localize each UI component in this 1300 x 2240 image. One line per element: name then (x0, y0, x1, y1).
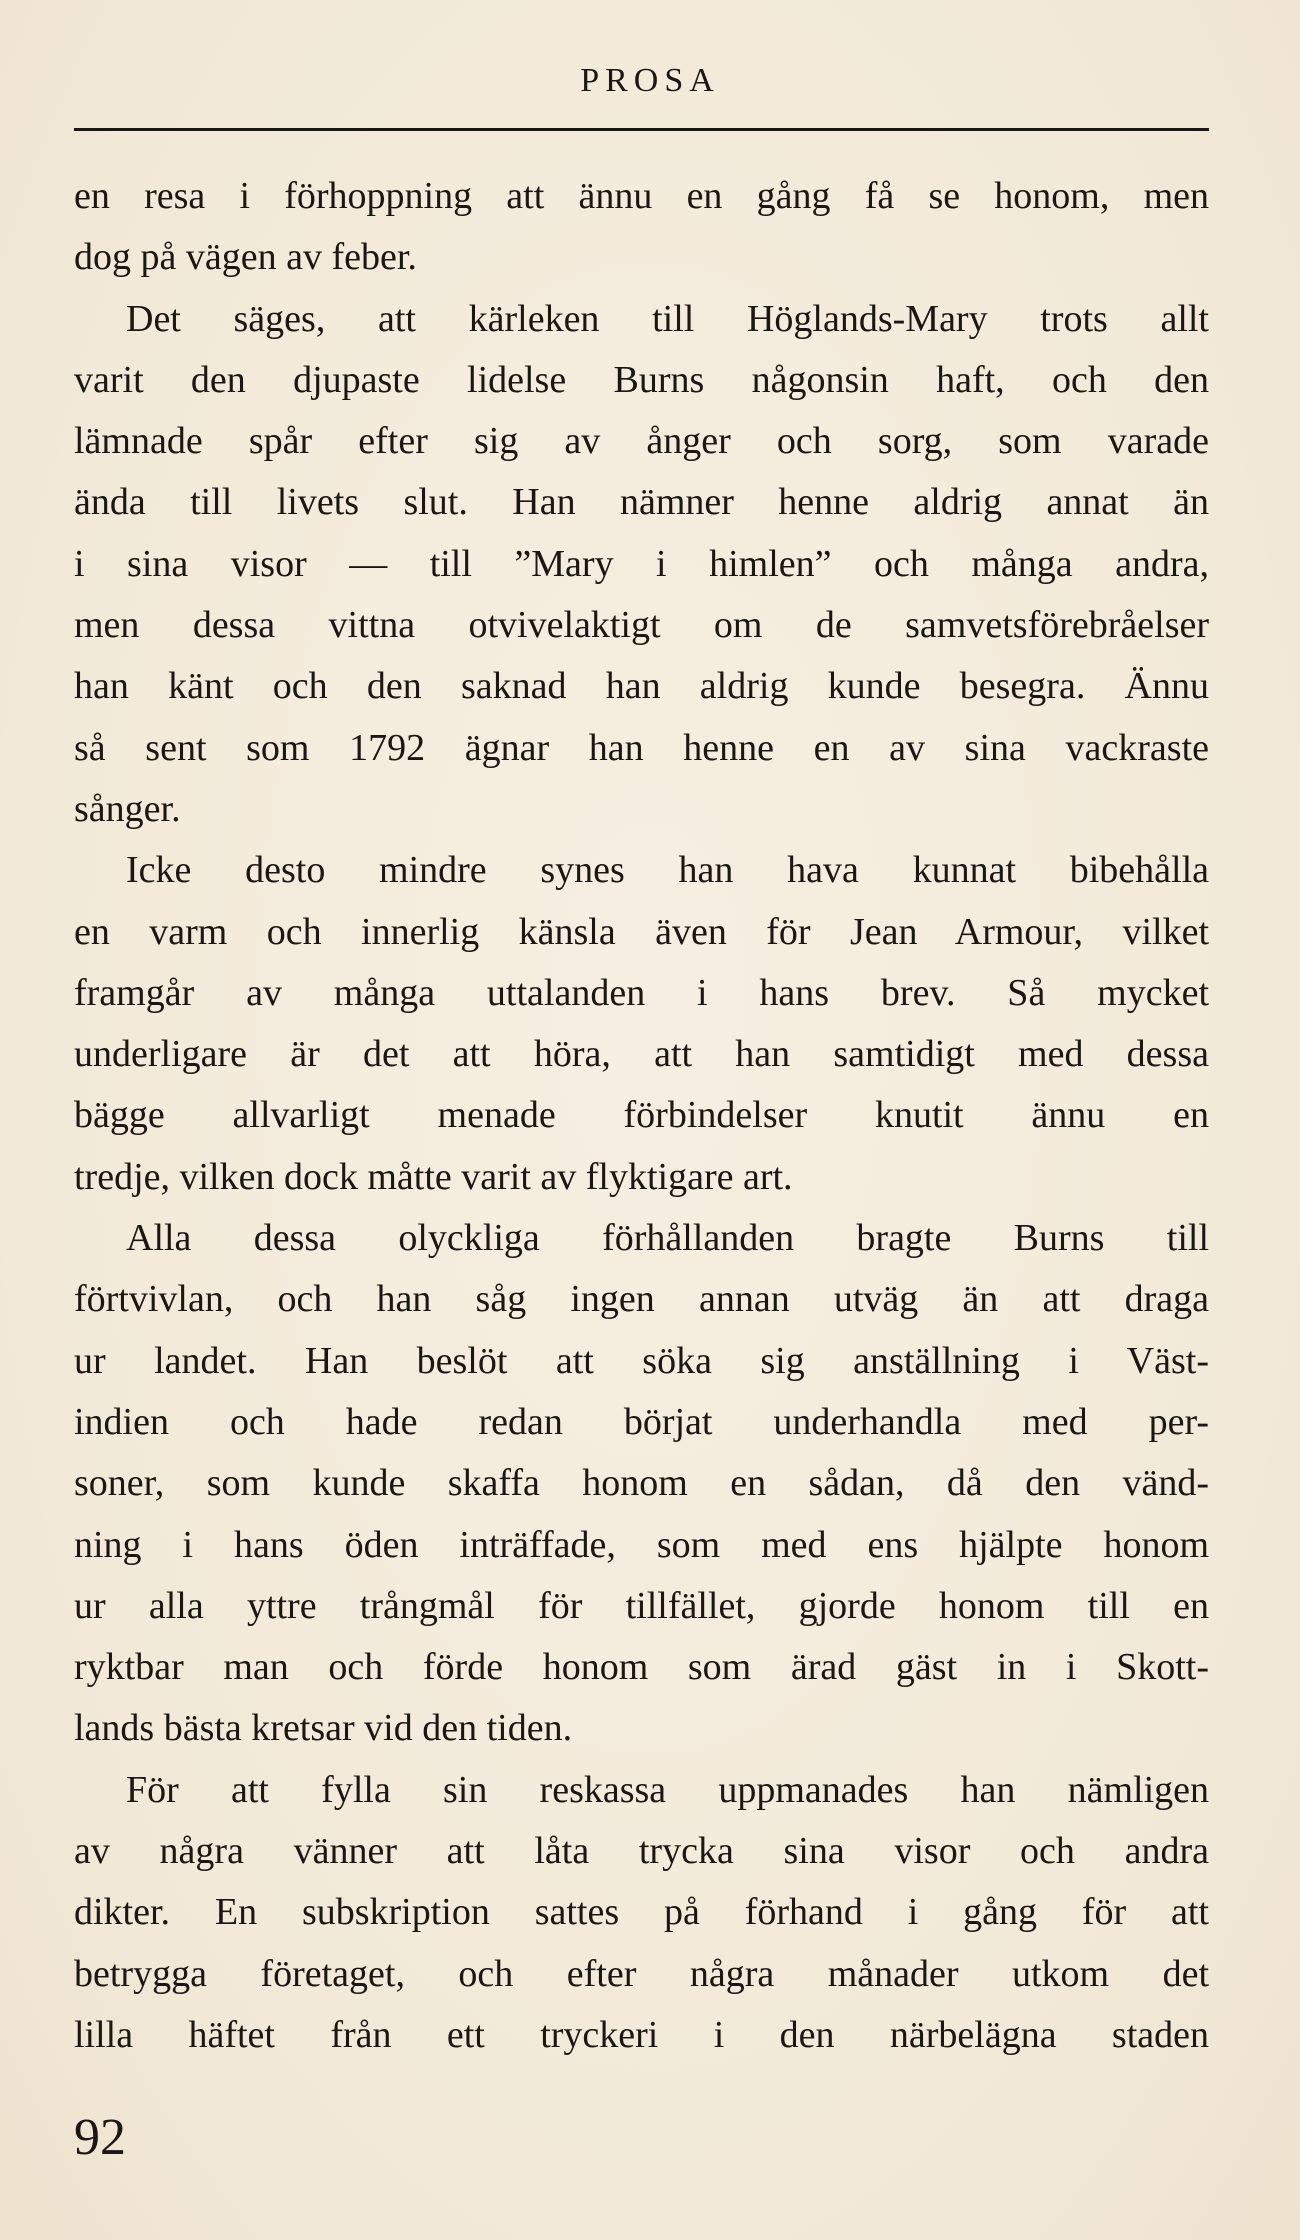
text-line: bägge allvarligt menade förbindelser knutit ännu en (74, 1094, 1209, 1137)
text-line: framgår av många uttalanden i hans brev. Så mycket (74, 971, 1209, 1014)
text-line: soner, som kunde skaffa honom en sådan, då den vänd- (74, 1462, 1209, 1505)
text-line: förtvivlan, och han såg ingen annan utväg än att draga (74, 1278, 1209, 1321)
text-line: så sent som 1792 ägnar han henne en av sina vackraste (74, 726, 1209, 769)
text-line: ryktbar man och förde honom som ärad gäst in i Skott- (74, 1646, 1209, 1689)
text-line: dikter. En subskription sattes på förhand i gång för att (74, 1891, 1209, 1934)
text-line: sånger. (74, 787, 181, 830)
text-line: ning i hans öden inträffade, som med ens hjälpte honom (74, 1523, 1209, 1566)
running-head: PROSA (580, 62, 720, 99)
text-line: betrygga företaget, och efter några månader utkom det (74, 1952, 1209, 1995)
text-line: indien och hade redan börjat underhandla med per- (74, 1400, 1209, 1443)
page-number: 92 (74, 2109, 126, 2166)
text-line: tredje, vilken dock måtte varit av flyktigare art. (74, 1155, 793, 1198)
text-line: en resa i förhoppning att ännu en gång få se honom, men (74, 175, 1209, 217)
text-line: lands bästa kretsar vid den tiden. (74, 1707, 573, 1750)
text-line: underligare är det att höra, att han samtidigt med dessa (74, 1033, 1209, 1076)
text-line: Alla dessa olyckliga förhållanden bragte Burns till (126, 1217, 1209, 1260)
text-line: varit den djupaste lidelse Burns någonsin haft, och den (74, 358, 1209, 401)
text-line: ur landet. Han beslöt att söka sig anställning i Väst- (74, 1339, 1209, 1382)
text-line: Icke desto mindre synes han hava kunnat bibehålla (126, 849, 1209, 892)
text-line: lilla häftet från ett tryckeri i den närbelägna staden (74, 2013, 1209, 2056)
text-line: ända till livets slut. Han nämner henne aldrig annat än (74, 481, 1209, 524)
text-line: av några vänner att låta trycka sina visor och andra (74, 1830, 1209, 1873)
text-line: i sina visor — till ”Mary i himlen” och många andra, (74, 542, 1209, 585)
text-line: men dessa vittna otvivelaktigt om de samvetsförebråelser (74, 604, 1209, 647)
text-line: dog på vägen av feber. (74, 236, 417, 279)
text-line: lämnade spår efter sig av ånger och sorg, som varade (74, 420, 1209, 463)
header-rule (74, 128, 1209, 131)
text-line: han känt och den saknad han aldrig kunde besegra. Ännu (74, 665, 1209, 708)
text-line: ur alla yttre trångmål för tillfället, gjorde honom till en (74, 1584, 1209, 1627)
text-line: För att fylla sin reskassa uppmanades han nämligen (126, 1768, 1209, 1811)
text-line: en varm och innerlig känsla även för Jean Armour, vilket (74, 910, 1209, 953)
body-text (74, 166, 1209, 2066)
text-line: Det säges, att kärleken till Höglands-Mary trots allt (126, 297, 1209, 340)
